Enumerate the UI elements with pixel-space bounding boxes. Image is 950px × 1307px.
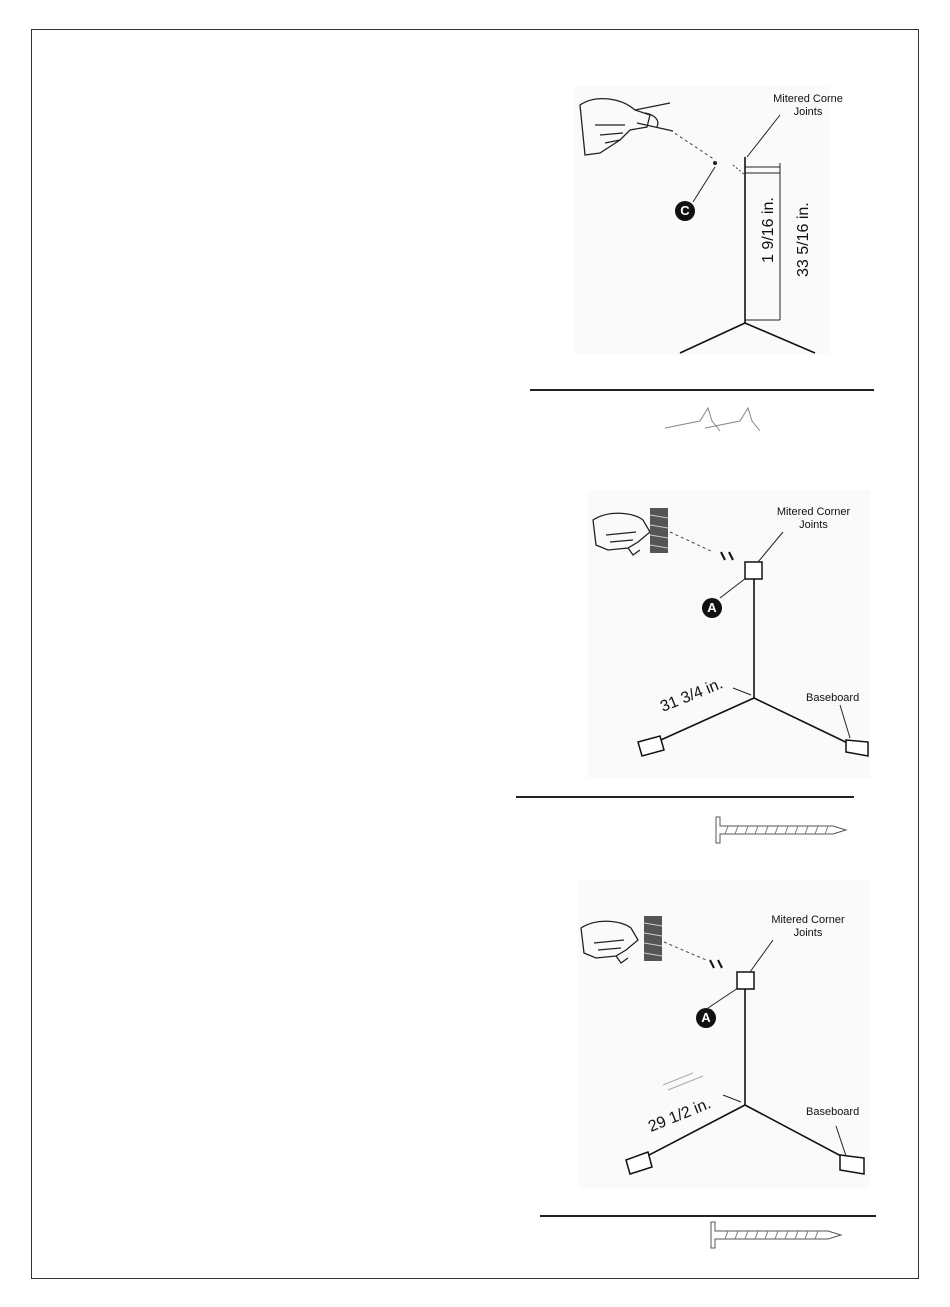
figure-1-dim-short: 1 9/16 in. [760,197,777,263]
figure-3-callout: Mitered Corner Joints [771,914,845,939]
figure-3-badge: A [696,1008,716,1028]
hand-icon [593,513,650,555]
figure-3-baseboard: Baseboard [806,1106,860,1118]
figure-2-baseboard: Baseboard [806,692,860,704]
figure-1-drawing [575,85,830,355]
figure-1-callout: Mitered Corne Joints [773,93,843,118]
figure-1-badge: C [675,201,695,221]
rule-2 [516,796,854,798]
figure-1 [575,85,843,355]
hand-icon [580,99,673,155]
figure-1-dim-long: 33 5/16 in. [795,202,812,277]
figure-2 [588,490,870,778]
figure-2-badge: A [702,598,722,618]
figure-3-dim-floor: 29 1/2 in. [646,1095,714,1136]
screw-driver-icon [644,916,662,961]
screw-icon [708,1220,843,1250]
hand-icon [581,921,638,963]
screw-icon [713,815,848,845]
figure-3 [578,880,870,1188]
bracket-icon [660,403,770,433]
rule-3 [540,1215,876,1217]
figure-2-drawing [588,490,870,778]
rule-1 [530,389,874,391]
screw-driver-icon [650,508,668,553]
figure-2-callout: Mitered Corner Joints [776,506,851,531]
figure-2-dim-floor: 31 3/4 in. [658,675,726,716]
